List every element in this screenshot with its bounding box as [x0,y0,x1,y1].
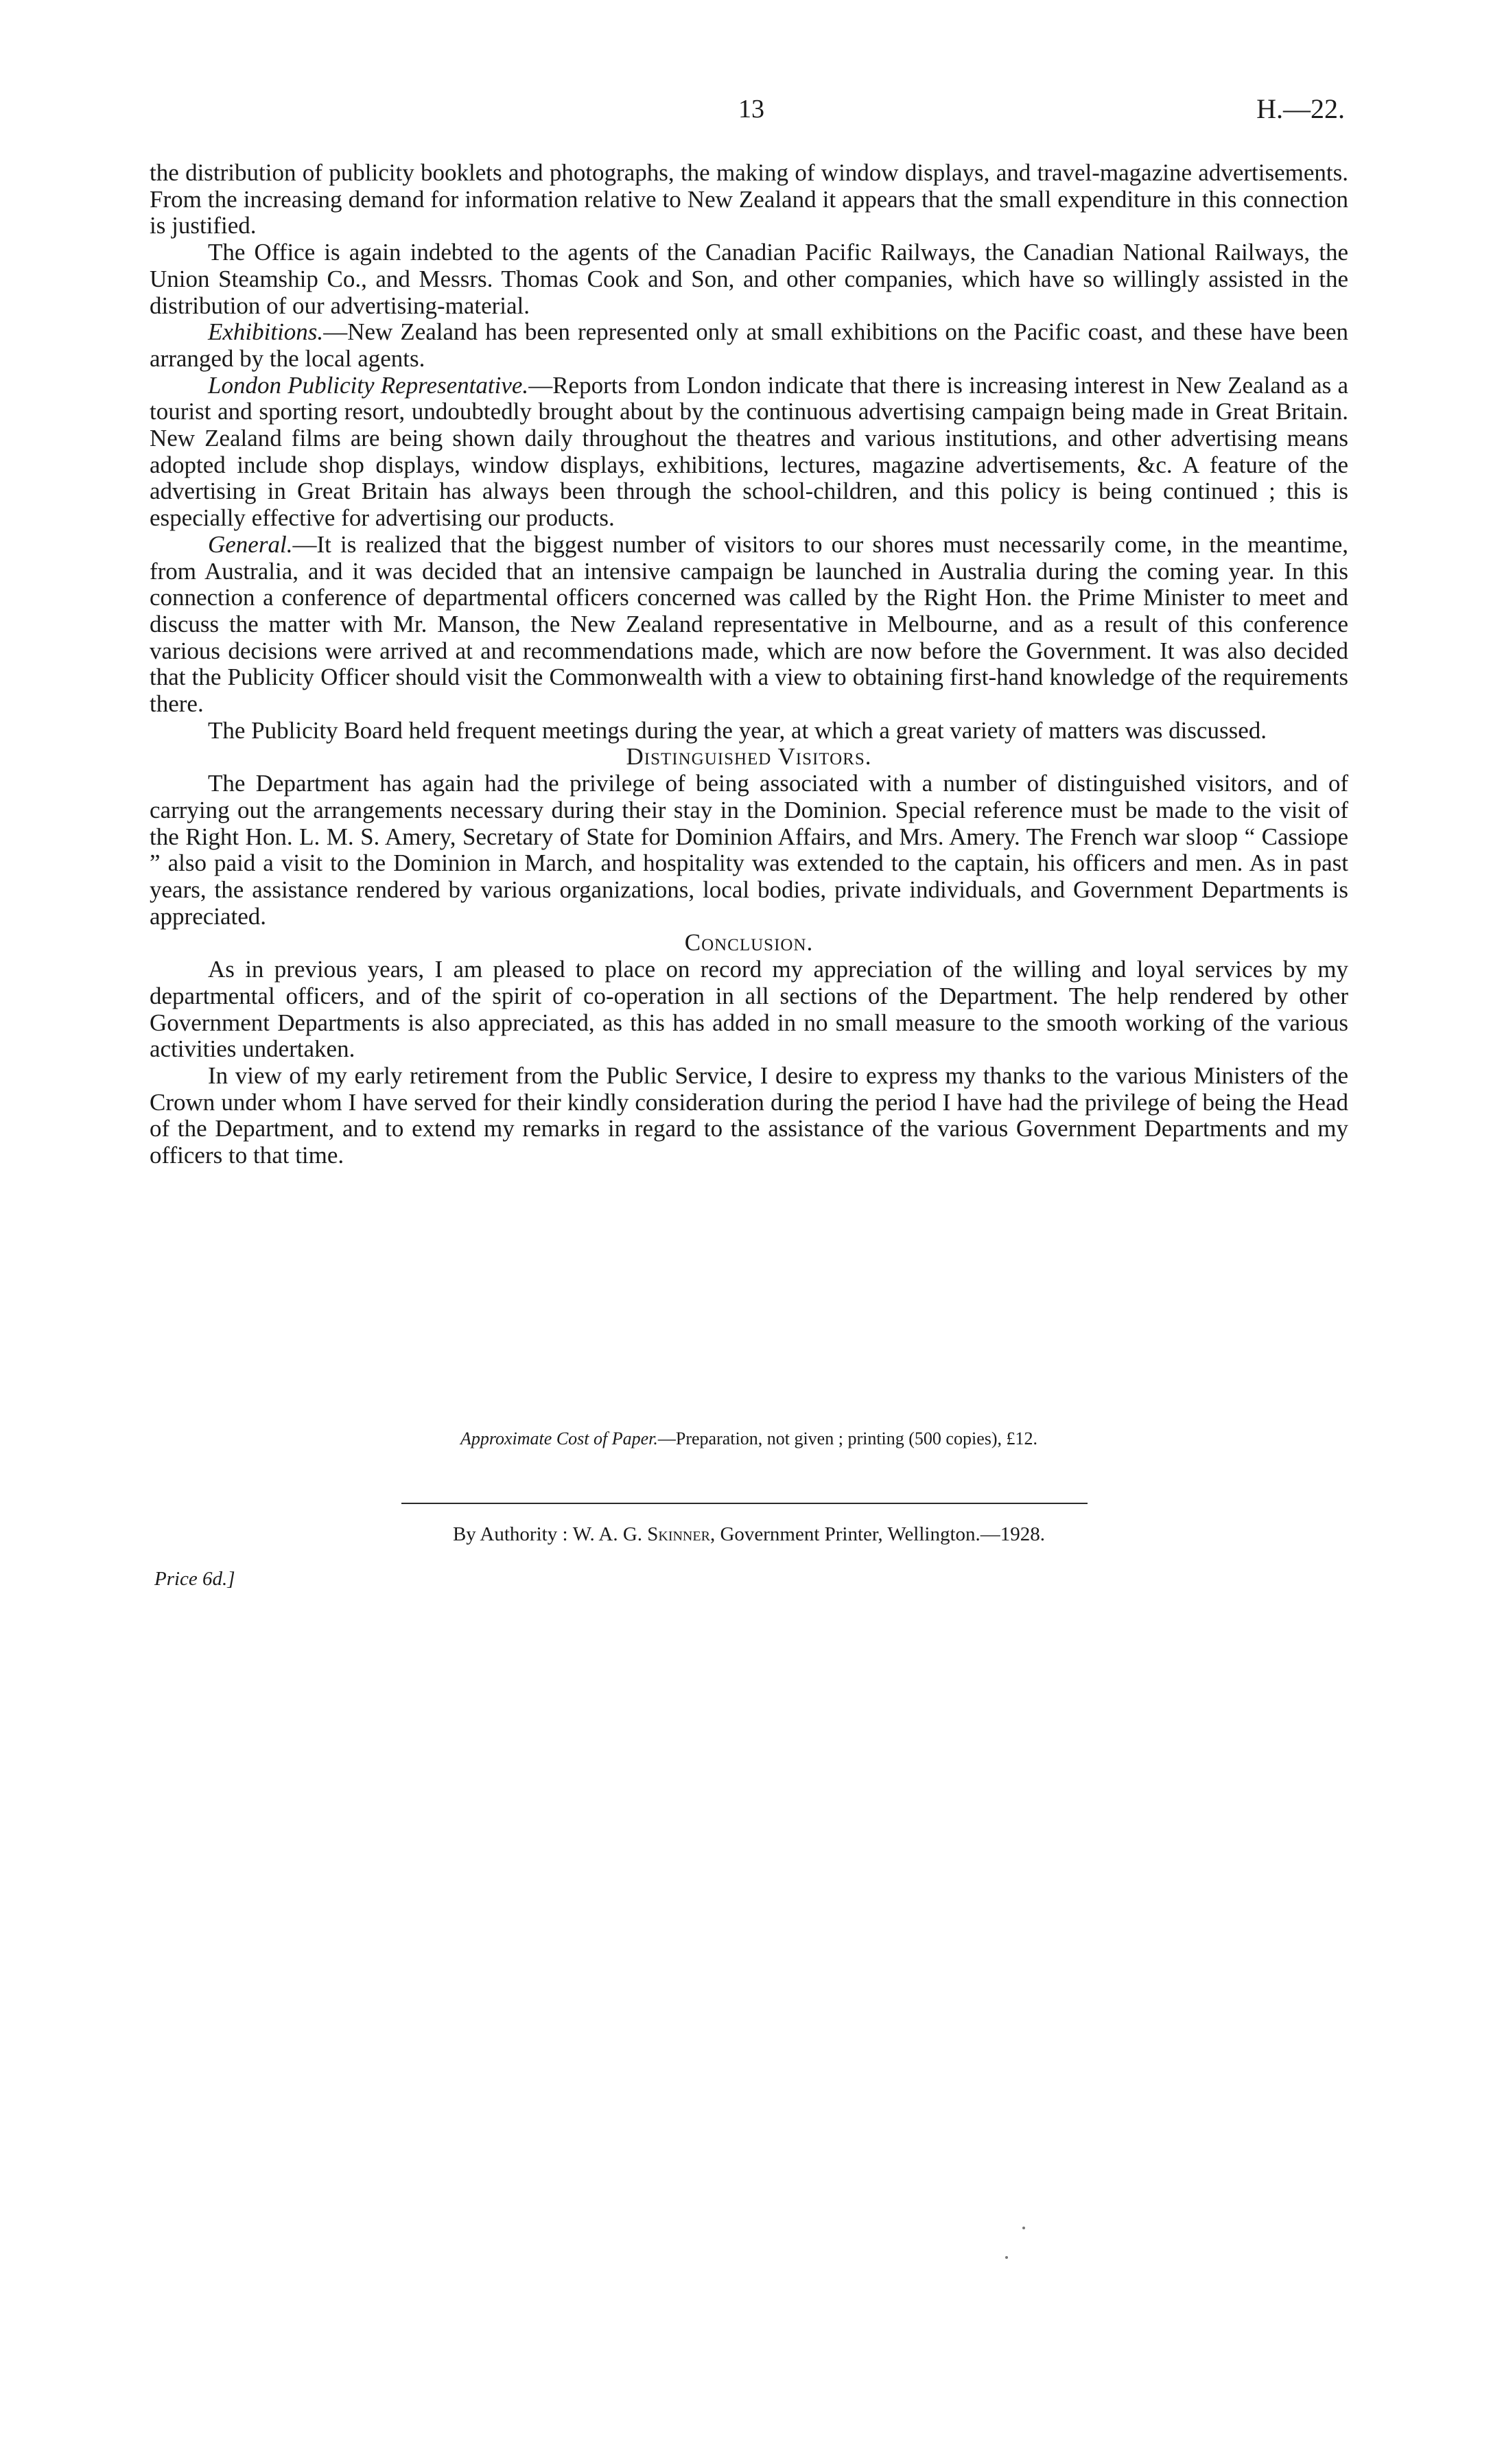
london-representative-heading: London Publicity Representative. [208,371,529,399]
paragraph-publicity-booklets: the distribution of publicity booklets and photographs, the making of window displays, and travel-magazine advertisements. From the increasing demand for information relative to New Zealand it appears that the small expenditure in this connection is justified. [150,159,1348,239]
page-number: 13 [738,95,764,124]
conclusion-heading: Conclusion. [684,929,814,957]
exhibitions-text: —New Zealand has been represented only at small exhibitions on the Pacific coast, and these have been arranged by the local agents. [150,318,1348,372]
printer-name: W. A. G. Skinner [572,1523,710,1545]
distinguished-visitors-heading: Distinguished Visitors. [626,743,872,771]
paragraph-london-representative [150,373,1348,532]
price-note: Price 6d.] [154,1568,235,1590]
paragraph-general [150,532,1348,718]
general-text: —It is realized that the biggest number of visitors to our shores must necessarily come, in the meantime, from Australia, and it was decided that an intensive campaign be launched in Australia during the coming year. In this connection a conference of departmental officers concerned was called by the Right Hon. the Prime Minister to meet and discuss the matter with Mr. Manson, the New Zealand representative in Melbourne, and as a result of this conference various decisions were arrived at and recommendations made, which are now before the Government. It was also decided that the Publicity Officer should visit the Commonwealth with a view to obtaining first-hand knowledge of the requirements there. [150,530,1348,718]
cost-text: —Preparation, not given ; printing (500 copies), £12. [657,1429,1038,1448]
paragraph-agents: The Office is again indebted to the agents of the Canadian Pacific Railways, the Canadian National Railways, the Union Steamship Co., and Messrs. Thomas Cook and Son, and other companies, which have so willingly assisted in the distribution of our advertising-material. [150,239,1348,319]
cost-of-paper-note [150,1427,1348,1451]
paragraph-retirement: In view of my early retirement from the Public Service, I desire to express my thanks to the various Ministers of the Crown under whom I have served for their kindly consideration during the period I have had the privilege of being the Head of the Department, and to extend my remarks in regard to the assistance of the various Government Departments and my officers to that time. [150,1061,1348,1169]
exhibitions-heading: Exhibitions. [208,318,324,346]
scan-speck [1022,2227,1025,2229]
authority-suffix: , Government Printer, Wellington.—1928. [709,1523,1046,1545]
paragraph-appreciation: As in previous years, I am pleased to place on record my appreciation of the willing and loyal services by my departmental officers, and of the spirit of co-operation in all sections of the Department. The help rendered by other Government Departments is also appreciated, as this has added in no small measure to the smooth working of the various activities undertaken. [150,956,1348,1063]
document-reference: H.—22. [1256,93,1345,124]
general-heading: General. [208,530,293,558]
body-text [150,160,1348,1169]
paragraph-publicity-board: The Publicity Board held frequent meetings during the year, at which a great variety of matters was discussed. [208,716,1267,744]
scan-speck [1005,2256,1008,2259]
paragraph-exhibitions [150,319,1348,372]
authority-prefix: By Authority : [452,1523,573,1545]
printer-authority-line [150,1521,1348,1547]
footer-divider [401,1503,1088,1504]
paragraph-distinguished-visitors: The Department has again had the privilege of being associated with a number of distinguished visitors, and of carrying out the arrangements necessary during their stay in the Dominion. Special reference must be made to the visit of the Right Hon. L. M. S. Amery, Secretary of State for Dominion Affairs, and Mrs. Amery. The French war sloop “ Cassiope ” also paid a visit to the Dominion in March, and hospitality was extended to the captain, his officers and men. As in past years, the assistance rendered by various organizations, local bodies, private individuals, and Government Departments is appreciated. [150,770,1348,930]
cost-label: Approximate Cost of Paper. [460,1429,658,1448]
london-representative-text: —Reports from London indicate that there is increasing interest in New Zealand as a tourist and sporting resort, undoubtedly brought about by the continuous advertising campaign being made in Great Britain. New Zealand films are being shown daily throughout the theatres and various institutions, and other advertising means adopted include shop displays, window displays, exhibitions, lectures, magazine advertisements, &c. A feature of the advertising in Great Britain has always been through the school-children, and this policy is being continued ; this is especially effective for advertising our products. [150,371,1348,532]
